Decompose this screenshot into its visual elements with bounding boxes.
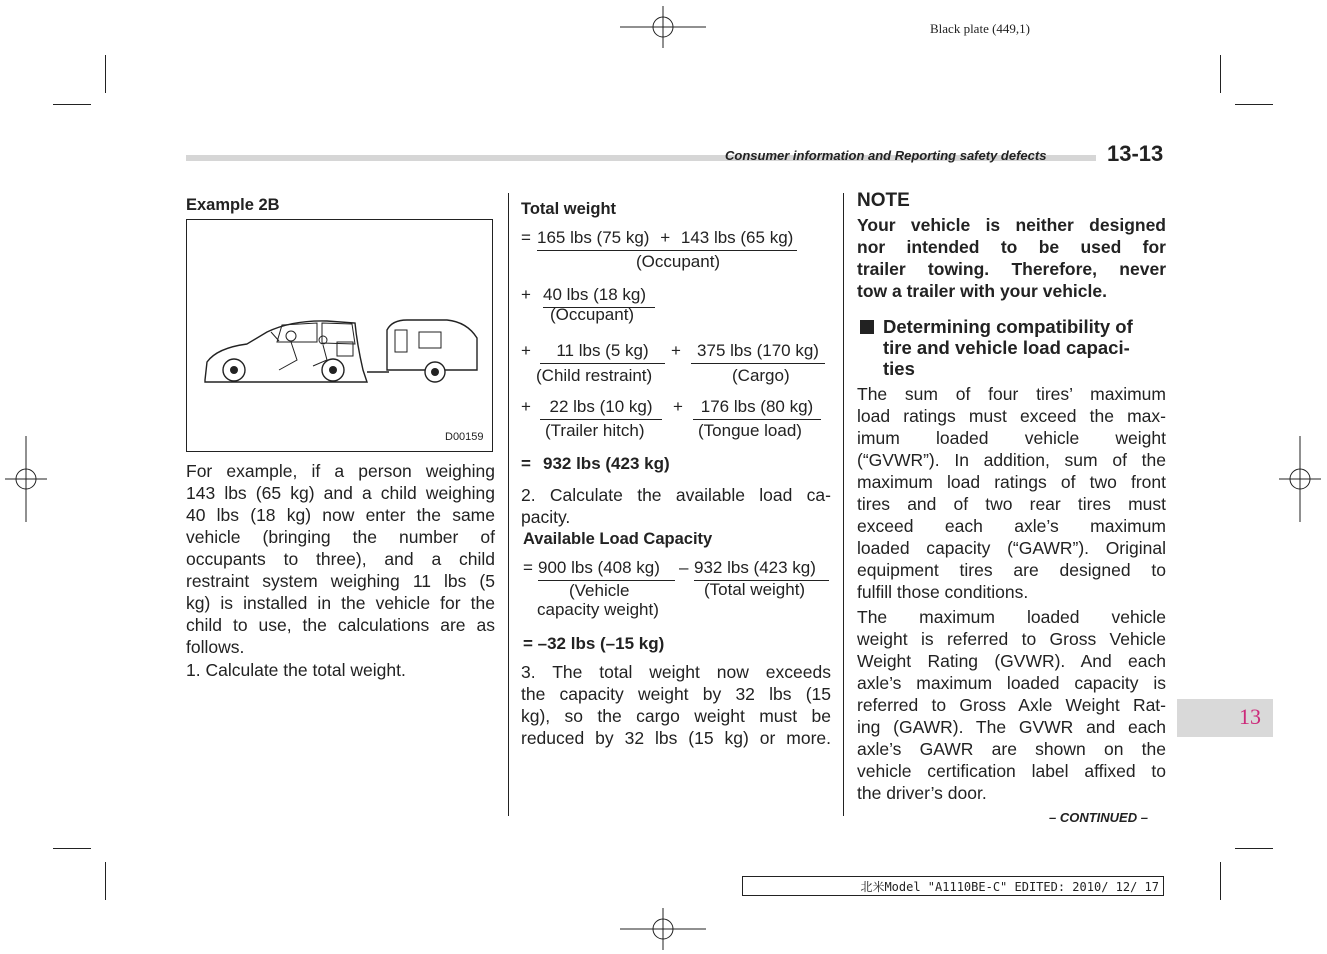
- row1-value-a: 165 lbs (75 kg): [537, 228, 650, 247]
- equals-sign: =: [521, 228, 531, 247]
- col3-paragraph-1: [857, 383, 1166, 603]
- col3-paragraph-2: [857, 606, 1166, 804]
- plus-sign: +: [521, 285, 531, 304]
- plus-sign: +: [660, 228, 671, 247]
- text-line: imum loaded vehicle weight: [857, 428, 1166, 448]
- text-line: Your vehicle is neither designed: [857, 215, 1166, 235]
- text-line: tow a trailer with your vehicle.: [857, 281, 1107, 301]
- text-line: axle’s maximum loaded capacity is: [857, 673, 1166, 693]
- text-line: weight is referred to Gross Vehicle: [857, 629, 1166, 649]
- text-line: Determining compatibility of: [883, 316, 1133, 337]
- figure-box: [186, 219, 493, 452]
- step-2: [521, 484, 831, 528]
- text-line: 3. The total weight now exceeds: [521, 662, 831, 682]
- registration-mark-bottom: [620, 908, 706, 950]
- text-line: Weight Rating (GVWR). And each: [857, 651, 1166, 671]
- text-line: restraint system weighing 11 lbs (5: [186, 571, 495, 591]
- text-line: 143 lbs (65 kg) and a child weighing: [186, 483, 495, 503]
- column-rule-2: [843, 193, 844, 816]
- row2-label: (Occupant): [550, 305, 635, 324]
- row2-value: 40 lbs (18 kg): [543, 285, 655, 308]
- registration-mark-right: [1279, 436, 1321, 522]
- alc-value-a: 900 lbs (408 kg): [538, 558, 675, 581]
- equals-sign: =: [523, 558, 533, 577]
- continued-marker: – CONTINUED –: [1049, 810, 1148, 825]
- text-line: (“GVWR”). In addition, sum of the: [857, 450, 1166, 470]
- page-number: 13-13: [1107, 141, 1164, 166]
- row4-value-a: 22 lbs (10 kg): [540, 397, 662, 420]
- plus-sign: +: [671, 341, 681, 360]
- note-text: [857, 214, 1166, 302]
- text-line: occupants to three), and a child: [186, 549, 495, 569]
- text-line: the driver’s door.: [857, 783, 987, 803]
- plus-sign: +: [521, 397, 531, 416]
- section-heading: [883, 316, 1166, 379]
- alc-label-a-line1: (Vehicle: [569, 581, 630, 600]
- alc-label-a-line2: capacity weight): [537, 600, 659, 619]
- text-line: reduced by 32 lbs (15 kg) or more.: [521, 728, 831, 748]
- text-line: The sum of four tires’ maximum: [857, 384, 1166, 404]
- text-line: referred to Gross Axle Weight Rat-: [857, 695, 1166, 715]
- alc-result: = –32 lbs (–15 kg): [523, 634, 665, 653]
- alc-heading: Available Load Capacity: [523, 530, 713, 548]
- registration-mark-top: [620, 6, 706, 48]
- row3-label-a: (Child restraint): [536, 366, 653, 385]
- plus-sign: +: [673, 397, 683, 416]
- chapter-tab: [1177, 699, 1273, 737]
- example-heading: Example 2B: [186, 196, 280, 214]
- section-title: Consumer information and Reporting safety defects: [725, 148, 1047, 163]
- row3-value-b: 375 lbs (170 kg): [691, 341, 825, 364]
- total-weight-heading: Total weight: [521, 200, 617, 218]
- text-line: tires and of two rear tires must: [857, 494, 1166, 514]
- car-trailer-illustration: [187, 220, 492, 451]
- row3-label-b: (Cargo): [732, 366, 790, 385]
- text-line: tire and vehicle load capaci-: [883, 337, 1130, 358]
- col1-paragraph: [186, 460, 495, 658]
- chapter-tab-label: 13: [1239, 704, 1261, 729]
- text-line: child to use, the calculations are as: [186, 615, 495, 635]
- plate-label: Black plate (449,1): [930, 21, 1030, 36]
- text-line: nor intended to be used for: [857, 237, 1166, 257]
- text-line: maximum load ratings of two front: [857, 472, 1166, 492]
- text-line: follows.: [186, 637, 245, 657]
- text-line: pacity.: [521, 507, 571, 527]
- step-3: [521, 661, 831, 749]
- text-line: trailer towing. Therefore, never: [857, 259, 1166, 279]
- text-line: kg) is installed in the vehicle for the: [186, 593, 495, 613]
- plus-sign: +: [521, 341, 531, 360]
- text-line: The maximum loaded vehicle: [857, 607, 1166, 627]
- figure-code: D00159: [445, 431, 484, 443]
- footer-edit-stamp: 北米Model "A1110BE-C" EDITED: 2010/ 12/ 17: [742, 876, 1164, 896]
- alc-value-b: 932 lbs (423 kg): [694, 558, 829, 581]
- registration-mark-left: [5, 436, 47, 522]
- text-line: ing (GAWR). The GVWR and each: [857, 717, 1166, 737]
- text-line: exceed each axle’s maximum: [857, 516, 1166, 536]
- step-1: 1. Calculate the total weight.: [186, 660, 406, 680]
- text-line: fulfill those conditions.: [857, 582, 1029, 602]
- row1-label: (Occupant): [636, 252, 721, 271]
- minus-sign: –: [679, 558, 689, 577]
- text-line: 40 lbs (18 kg) now enter the same: [186, 505, 495, 525]
- alc-label-b: (Total weight): [704, 580, 806, 599]
- row1-values: [537, 228, 797, 251]
- section-bullet-icon: [860, 320, 874, 334]
- text-line: the capacity weight by 32 lbs (15: [521, 684, 831, 704]
- note-heading: NOTE: [857, 190, 910, 211]
- total-weight-value: 932 lbs (423 kg): [543, 454, 670, 473]
- text-line: kg), so the cargo weight must be: [521, 706, 831, 726]
- row4-label-a: (Trailer hitch): [545, 421, 645, 440]
- text-line: load ratings must exceed the max-: [857, 406, 1166, 426]
- row1-value-b: 143 lbs (65 kg): [680, 228, 794, 247]
- text-line: vehicle certification label affixed to: [857, 761, 1166, 781]
- text-line: loaded capacity (“GAWR”). Original: [857, 538, 1166, 558]
- row4-label-b: (Tongue load): [698, 421, 802, 440]
- text-line: For example, if a person weighing: [186, 461, 495, 481]
- row3-value-a: 11 lbs (5 kg): [540, 341, 665, 364]
- equals-sign: =: [521, 454, 531, 473]
- column-rule-1: [508, 193, 509, 816]
- row4-value-b: 176 lbs (80 kg): [693, 397, 821, 420]
- text-line: vehicle (bringing the number of: [186, 527, 495, 547]
- text-line: axle’s GAWR are shown on the: [857, 739, 1166, 759]
- text-line: ties: [883, 358, 915, 379]
- text-line: equipment tires are designed to: [857, 560, 1166, 580]
- text-line: 2. Calculate the available load ca-: [521, 485, 831, 505]
